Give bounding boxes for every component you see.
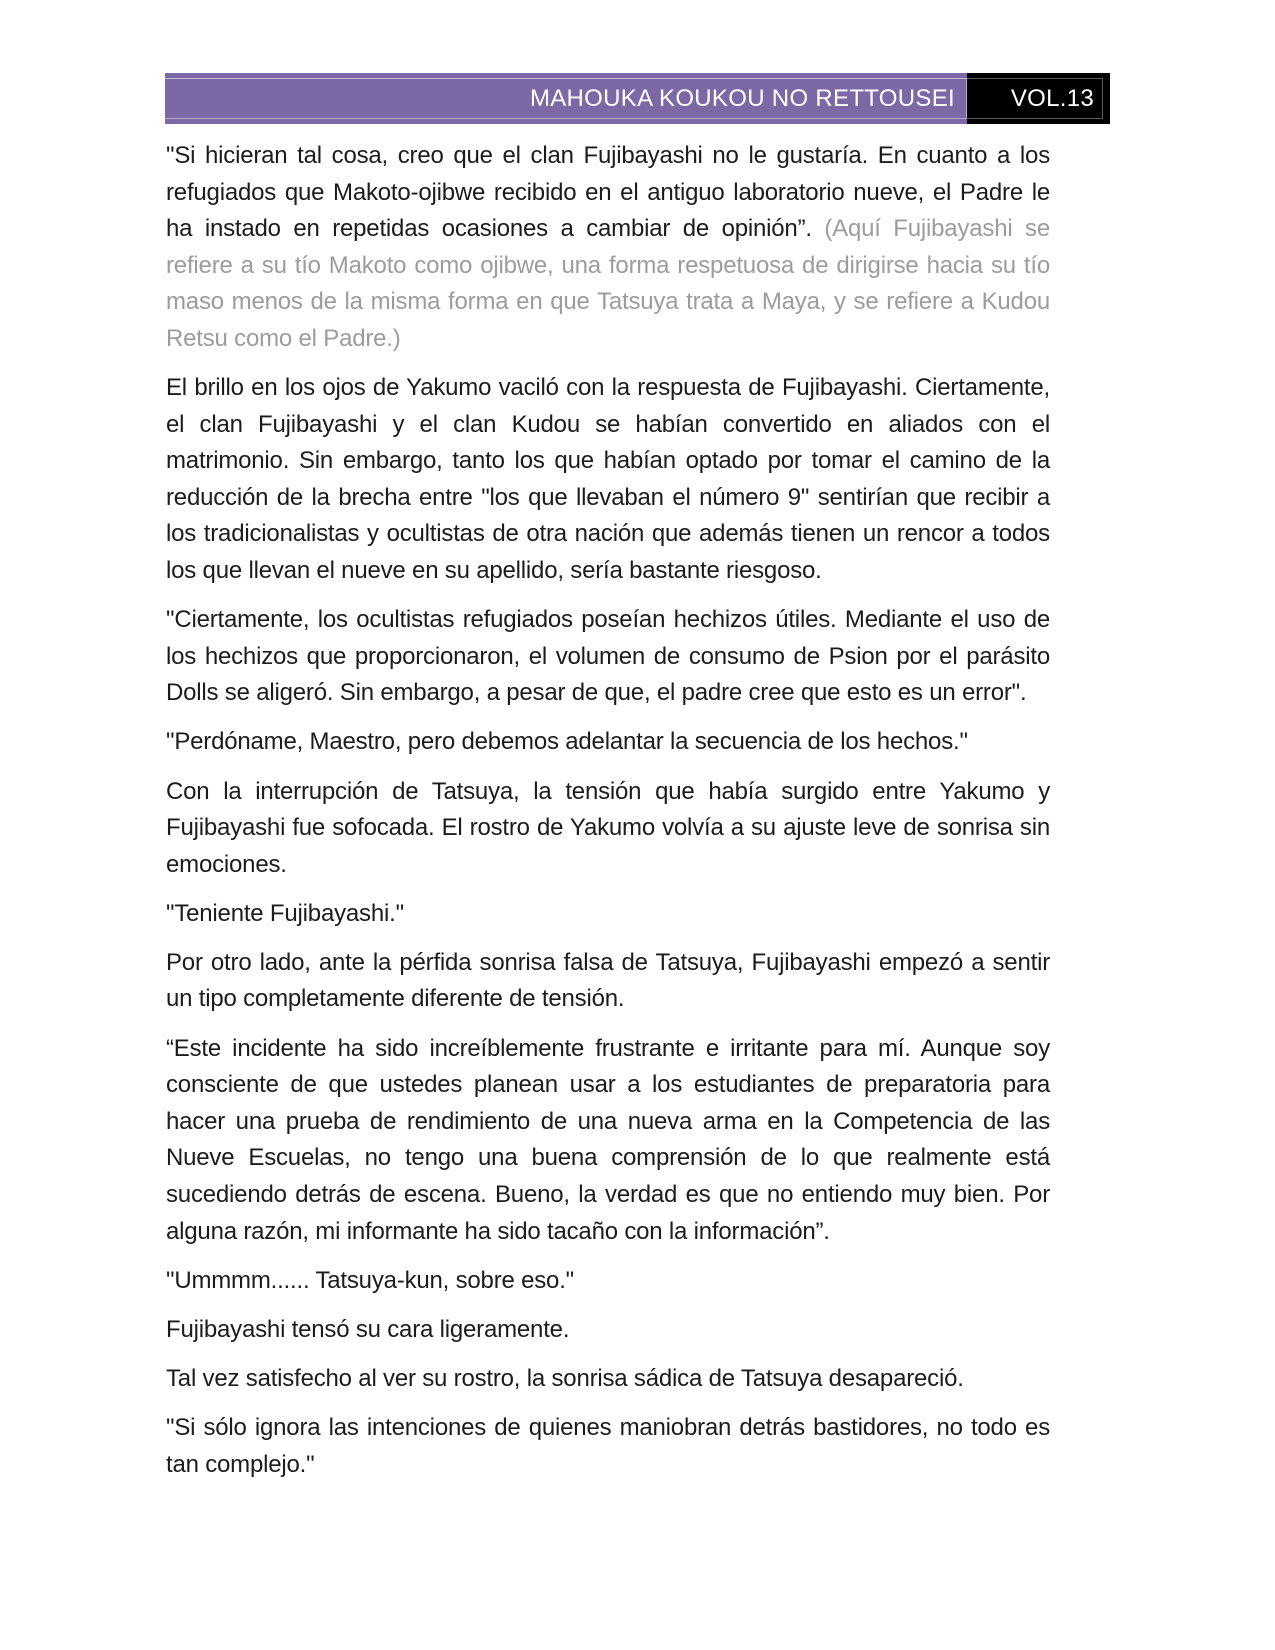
header-title-cell [165,73,967,124]
paragraph-12: "Si sólo ignora las intenciones de quienes maniobran detrás bastidores, no todo es tan complejo." [166,1413,1050,1478]
paragraph-10: Fujibayashi tensó su cara ligeramente. [166,1315,570,1343]
paragraph-8: “Este incidente ha sido increíblemente frustrante e irritante para mí. Aunque soy consciente de que ustedes planean usar a los estudiantes de preparatoria para hacer una prueba de rendimiento de una nueva arma en la Competencia de las Nueve Escuelas, no tengo una buena comprensión de lo que realmente está sucediendo detrás de escena. Bueno, la verdad es que no entiendo muy bien. Por alguna razón, mi informante ha sido tacaño con la información”. [166,1034,1050,1245]
paragraph-4: "Perdóname, Maestro, pero debemos adelantar la secuencia de los hechos." [166,728,968,756]
header-volume-cell [967,73,1110,124]
paragraph-6: "Teniente Fujibayashi." [166,899,404,927]
book-title: MAHOUKA KOUKOU NO RETTOUSEI [529,84,955,112]
translator-note: (Aquí Fujibayashi se refiere a su tío Makoto como ojibwe, una forma respetuosa de dirigirse hacia su tío maso menos de la misma forma en que Tatsuya trata a Maya, y se refiere a Kudou Retsu como el Padre.) [166,215,1050,352]
paragraph-5: Con la interrupción de Tatsuya, la tensión que había surgido entre Yakumo y Fujibayashi fue sofocada. El rostro de Yakumo volvía a su ajuste leve de sonrisa sin emociones. [166,777,1050,878]
paragraph-1-main-text: "Si hicieran tal cosa, creo que el clan Fujibayashi no le gustaría. En cuanto a los refugiados que Makoto-ojibwe recibido en el antiguo laboratorio nueve, el Padre le ha instado en repetidas ocasiones a cambiar de opinión”. [166,142,1050,243]
paragraph-1 [166,138,1050,358]
paragraph-11: Tal vez satisfecho al ver su rostro, la sonrisa sádica de Tatsuya desapareció. [166,1364,964,1392]
volume-label: VOL.13 [1010,84,1094,112]
paragraph-7: Por otro lado, ante la pérfida sonrisa falsa de Tatsuya, Fujibayashi empezó a sentir un tipo completamente diferente de tensión. [166,948,1050,1013]
page-body-text [166,138,1050,1483]
paragraph-2: El brillo en los ojos de Yakumo vaciló con la respuesta de Fujibayashi. Ciertamente, el clan Fujibayashi y el clan Kudou se habían convertido en aliados con el matrimonio. Sin embargo, tanto los que habían optado por tomar el camino de la reducción de la brecha entre "los que llevaban el número 9" sentirían que recibir a los tradicionalistas y ocultistas de otra nación que además tienen un rencor a todos los que llevan el nueve en su apellido, sería bastante riesgoso. [166,374,1050,585]
paragraph-9: "Ummmm...... Tatsuya-kun, sobre eso." [166,1266,574,1294]
paragraph-3: "Ciertamente, los ocultistas refugiados poseían hechizos útiles. Mediante el uso de los hechizos que proporcionaron, el volumen de consumo de Psion por el parásito Dolls se aligeró. Sin embargo, a pesar de que, el padre cree que esto es un error". [166,606,1050,707]
page-header [165,73,1110,124]
